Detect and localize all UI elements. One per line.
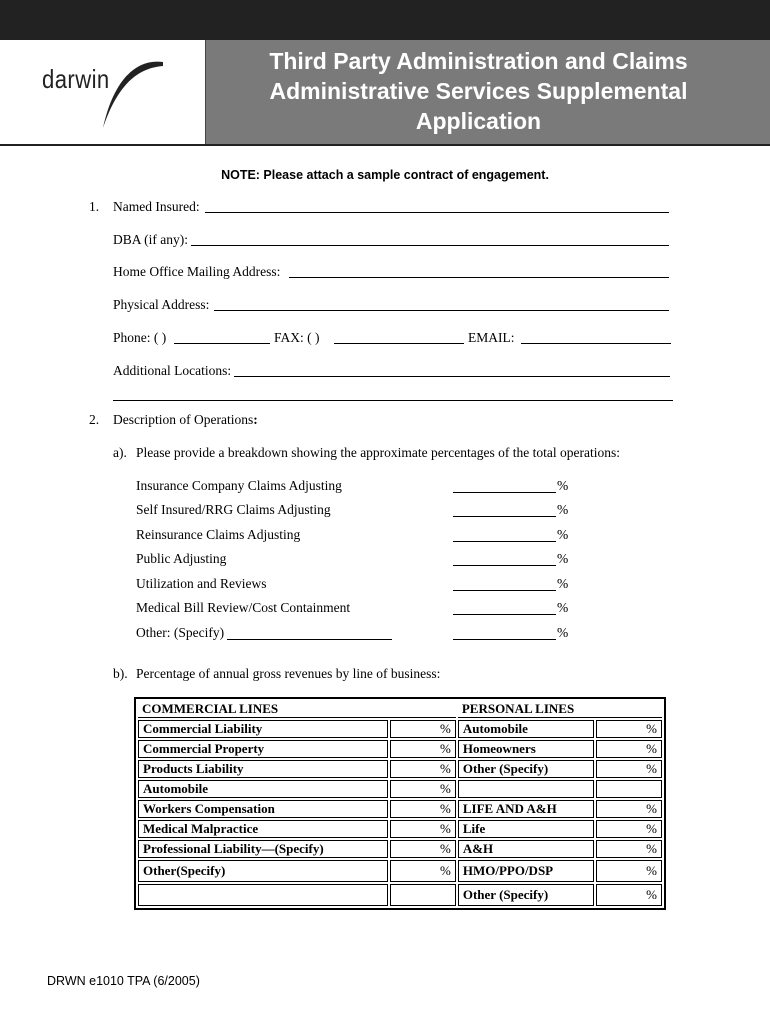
commercial-line-label: Workers Compensation [138,800,388,818]
operation-label: Self Insured/RRG Claims Adjusting [136,502,331,517]
form-title [206,46,751,136]
operation-pct-field[interactable] [453,516,556,517]
operation-pct-field[interactable] [453,639,556,640]
personal-pct-cell[interactable]: % [596,760,662,778]
commercial-line-label [138,884,388,906]
table-row [138,780,662,798]
physical-address-label: Physical Address: [113,297,210,312]
commercial-pct-cell[interactable] [390,884,456,906]
table-row [138,884,662,906]
logo-area [0,40,205,144]
personal-line-label [458,780,594,798]
fax-label: FAX: ( ) [274,330,320,345]
named-insured-label: Named Insured: [113,199,200,214]
personal-pct-cell[interactable]: % [596,820,662,838]
commercial-line-label: Automobile [138,780,388,798]
personal-line-label: Automobile [458,720,594,738]
table-row [138,720,662,738]
commercial-pct-cell[interactable]: % [390,860,456,882]
part-a-label: a). [113,445,127,460]
operation-label: Other: (Specify) [136,625,225,640]
darwin-logo: darwin [42,64,110,94]
operation-label: Reinsurance Claims Adjusting [136,527,301,542]
personal-pct-cell[interactable] [596,780,662,798]
pct-sign: % [557,551,569,566]
pct-sign: % [557,625,569,640]
operation-label: Utilization and Reviews [136,576,267,591]
additional-locations-label: Additional Locations: [113,363,232,378]
commercial-line-label: Other(Specify) [138,860,388,882]
dba-label: DBA (if any): [113,232,188,247]
section-2-title-text: Description of Operations [113,412,254,427]
personal-line-label: Other (Specify) [458,884,594,906]
personal-line-label: Life [458,820,594,838]
email-label: EMAIL: [468,330,515,345]
table-row [138,820,662,838]
title-line-2: Administrative Services Supplemental [269,78,688,104]
commercial-pct-cell[interactable]: % [390,760,456,778]
pct-sign: % [557,576,569,591]
additional-locations-field[interactable] [234,376,670,377]
commercial-line-label: Products Liability [138,760,388,778]
title-panel [205,40,770,144]
home-office-field[interactable] [289,277,669,278]
commercial-pct-cell[interactable]: % [390,840,456,858]
personal-pct-cell[interactable]: % [596,720,662,738]
personal-line-label: Homeowners [458,740,594,758]
table-row [138,800,662,818]
physical-address-field[interactable] [214,310,669,311]
operation-pct-field[interactable] [453,614,556,615]
title-line-1: Third Party Administration and Claims [269,48,688,74]
commercial-pct-cell[interactable]: % [390,720,456,738]
commercial-line-label: Commercial Property [138,740,388,758]
operation-pct-field[interactable] [453,541,556,542]
table-row [138,860,662,882]
personal-line-label: HMO/PPO/DSP [458,860,594,882]
dba-field[interactable] [191,245,669,246]
section-2-number: 2. [89,412,100,427]
part-b-text: Percentage of annual gross revenues by line of business: [136,666,441,681]
table-header-row [138,701,662,718]
pct-sign: % [557,600,569,615]
commercial-line-label: Medical Malpractice [138,820,388,838]
personal-pct-cell[interactable]: % [596,884,662,906]
email-field[interactable] [521,343,671,344]
operation-pct-field[interactable] [453,565,556,566]
commercial-lines-header: COMMERCIAL LINES [138,701,456,718]
personal-line-label: LIFE AND A&H [458,800,594,818]
commercial-pct-cell[interactable]: % [390,800,456,818]
logo-swoosh-icon [95,52,165,132]
attachment-note: NOTE: Please attach a sample contract of engagement. [221,168,549,182]
other-specify-field[interactable] [227,639,392,640]
operation-pct-field[interactable] [453,590,556,591]
personal-line-label: Other (Specify) [458,760,594,778]
operation-label: Public Adjusting [136,551,227,566]
personal-pct-cell[interactable]: % [596,800,662,818]
operation-pct-field[interactable] [453,492,556,493]
title-line-3: Application [415,108,542,134]
form-code-footer: DRWN e1010 TPA (6/2005) [47,974,200,988]
pct-sign: % [557,502,569,517]
personal-pct-cell[interactable]: % [596,840,662,858]
commercial-line-label: Commercial Liability [138,720,388,738]
phone-label: Phone: ( ) [113,330,167,345]
line-of-business-table [134,697,666,910]
fax-field[interactable] [334,343,464,344]
personal-pct-cell[interactable]: % [596,860,662,882]
pct-sign: % [557,478,569,493]
section-2-title [113,412,258,428]
table-row [138,840,662,858]
operation-label: Insurance Company Claims Adjusting [136,478,342,493]
personal-pct-cell[interactable]: % [596,740,662,758]
home-office-label: Home Office Mailing Address: [113,264,281,279]
operation-label: Medical Bill Review/Cost Containment [136,600,351,615]
commercial-line-label: Professional Liability—(Specify) [138,840,388,858]
part-b-label: b). [113,666,128,681]
top-texture-band [0,0,770,40]
commercial-pct-cell[interactable]: % [390,820,456,838]
commercial-pct-cell[interactable]: % [390,780,456,798]
table-row [138,740,662,758]
additional-locations-field-2[interactable] [113,400,673,401]
personal-line-label: A&H [458,840,594,858]
table-row [138,760,662,778]
part-a-text: Please provide a breakdown showing the approximate percentages of the total operations: [136,445,620,460]
commercial-pct-cell[interactable]: % [390,740,456,758]
pct-sign: % [557,527,569,542]
section-1-number: 1. [89,199,100,214]
personal-lines-header: PERSONAL LINES [458,701,662,718]
phone-field[interactable] [174,343,270,344]
section-2-title-colon: : [253,412,258,427]
named-insured-field[interactable] [205,212,669,213]
form-header [0,40,770,146]
